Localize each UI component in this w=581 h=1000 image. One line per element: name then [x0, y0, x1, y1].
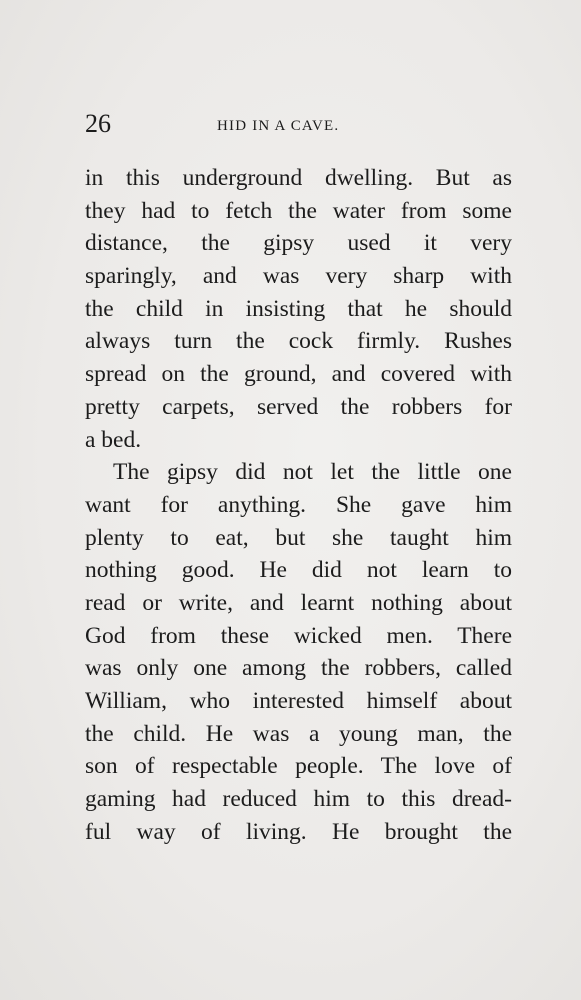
running-title: HID IN A CAVE.	[217, 118, 340, 134]
text-line: the child in insisting that he should	[85, 295, 512, 322]
text-line: distance, the gipsy used it very	[85, 230, 512, 257]
text-line: ful way of living. He brought the	[85, 818, 512, 845]
running-head	[85, 104, 515, 144]
text-line: want for anything. She gave him	[85, 491, 512, 518]
body-text	[85, 162, 512, 848]
text-line: a bed.	[85, 426, 142, 453]
text-line: was only one among the robbers, called	[85, 655, 512, 682]
text-line: nothing good. He did not learn to	[85, 557, 512, 584]
text-line: always turn the cock firmly. Rushes	[85, 328, 512, 355]
text-line: read or write, and learnt nothing about	[85, 589, 512, 616]
page-number: 26	[85, 109, 111, 138]
text-line: spread on the ground, and covered with	[85, 361, 512, 388]
text-line: gaming had reduced him to this dread-	[85, 786, 512, 813]
text-line: William, who interested himself about	[85, 688, 512, 714]
text-line: son of respectable people. The love of	[85, 753, 512, 780]
text-line: The gipsy did not let the little one	[113, 459, 512, 486]
text-line: plenty to eat, but she taught him	[85, 524, 512, 551]
text-line: sparingly, and was very sharp with	[85, 263, 512, 290]
text-line: the child. He was a young man, the	[85, 720, 512, 747]
text-line: in this underground dwelling. But as	[85, 165, 512, 191]
text-line: God from these wicked men. There	[85, 622, 512, 649]
text-line: pretty carpets, served the robbers for	[85, 393, 512, 420]
text-line: they had to fetch the water from some	[85, 197, 512, 224]
